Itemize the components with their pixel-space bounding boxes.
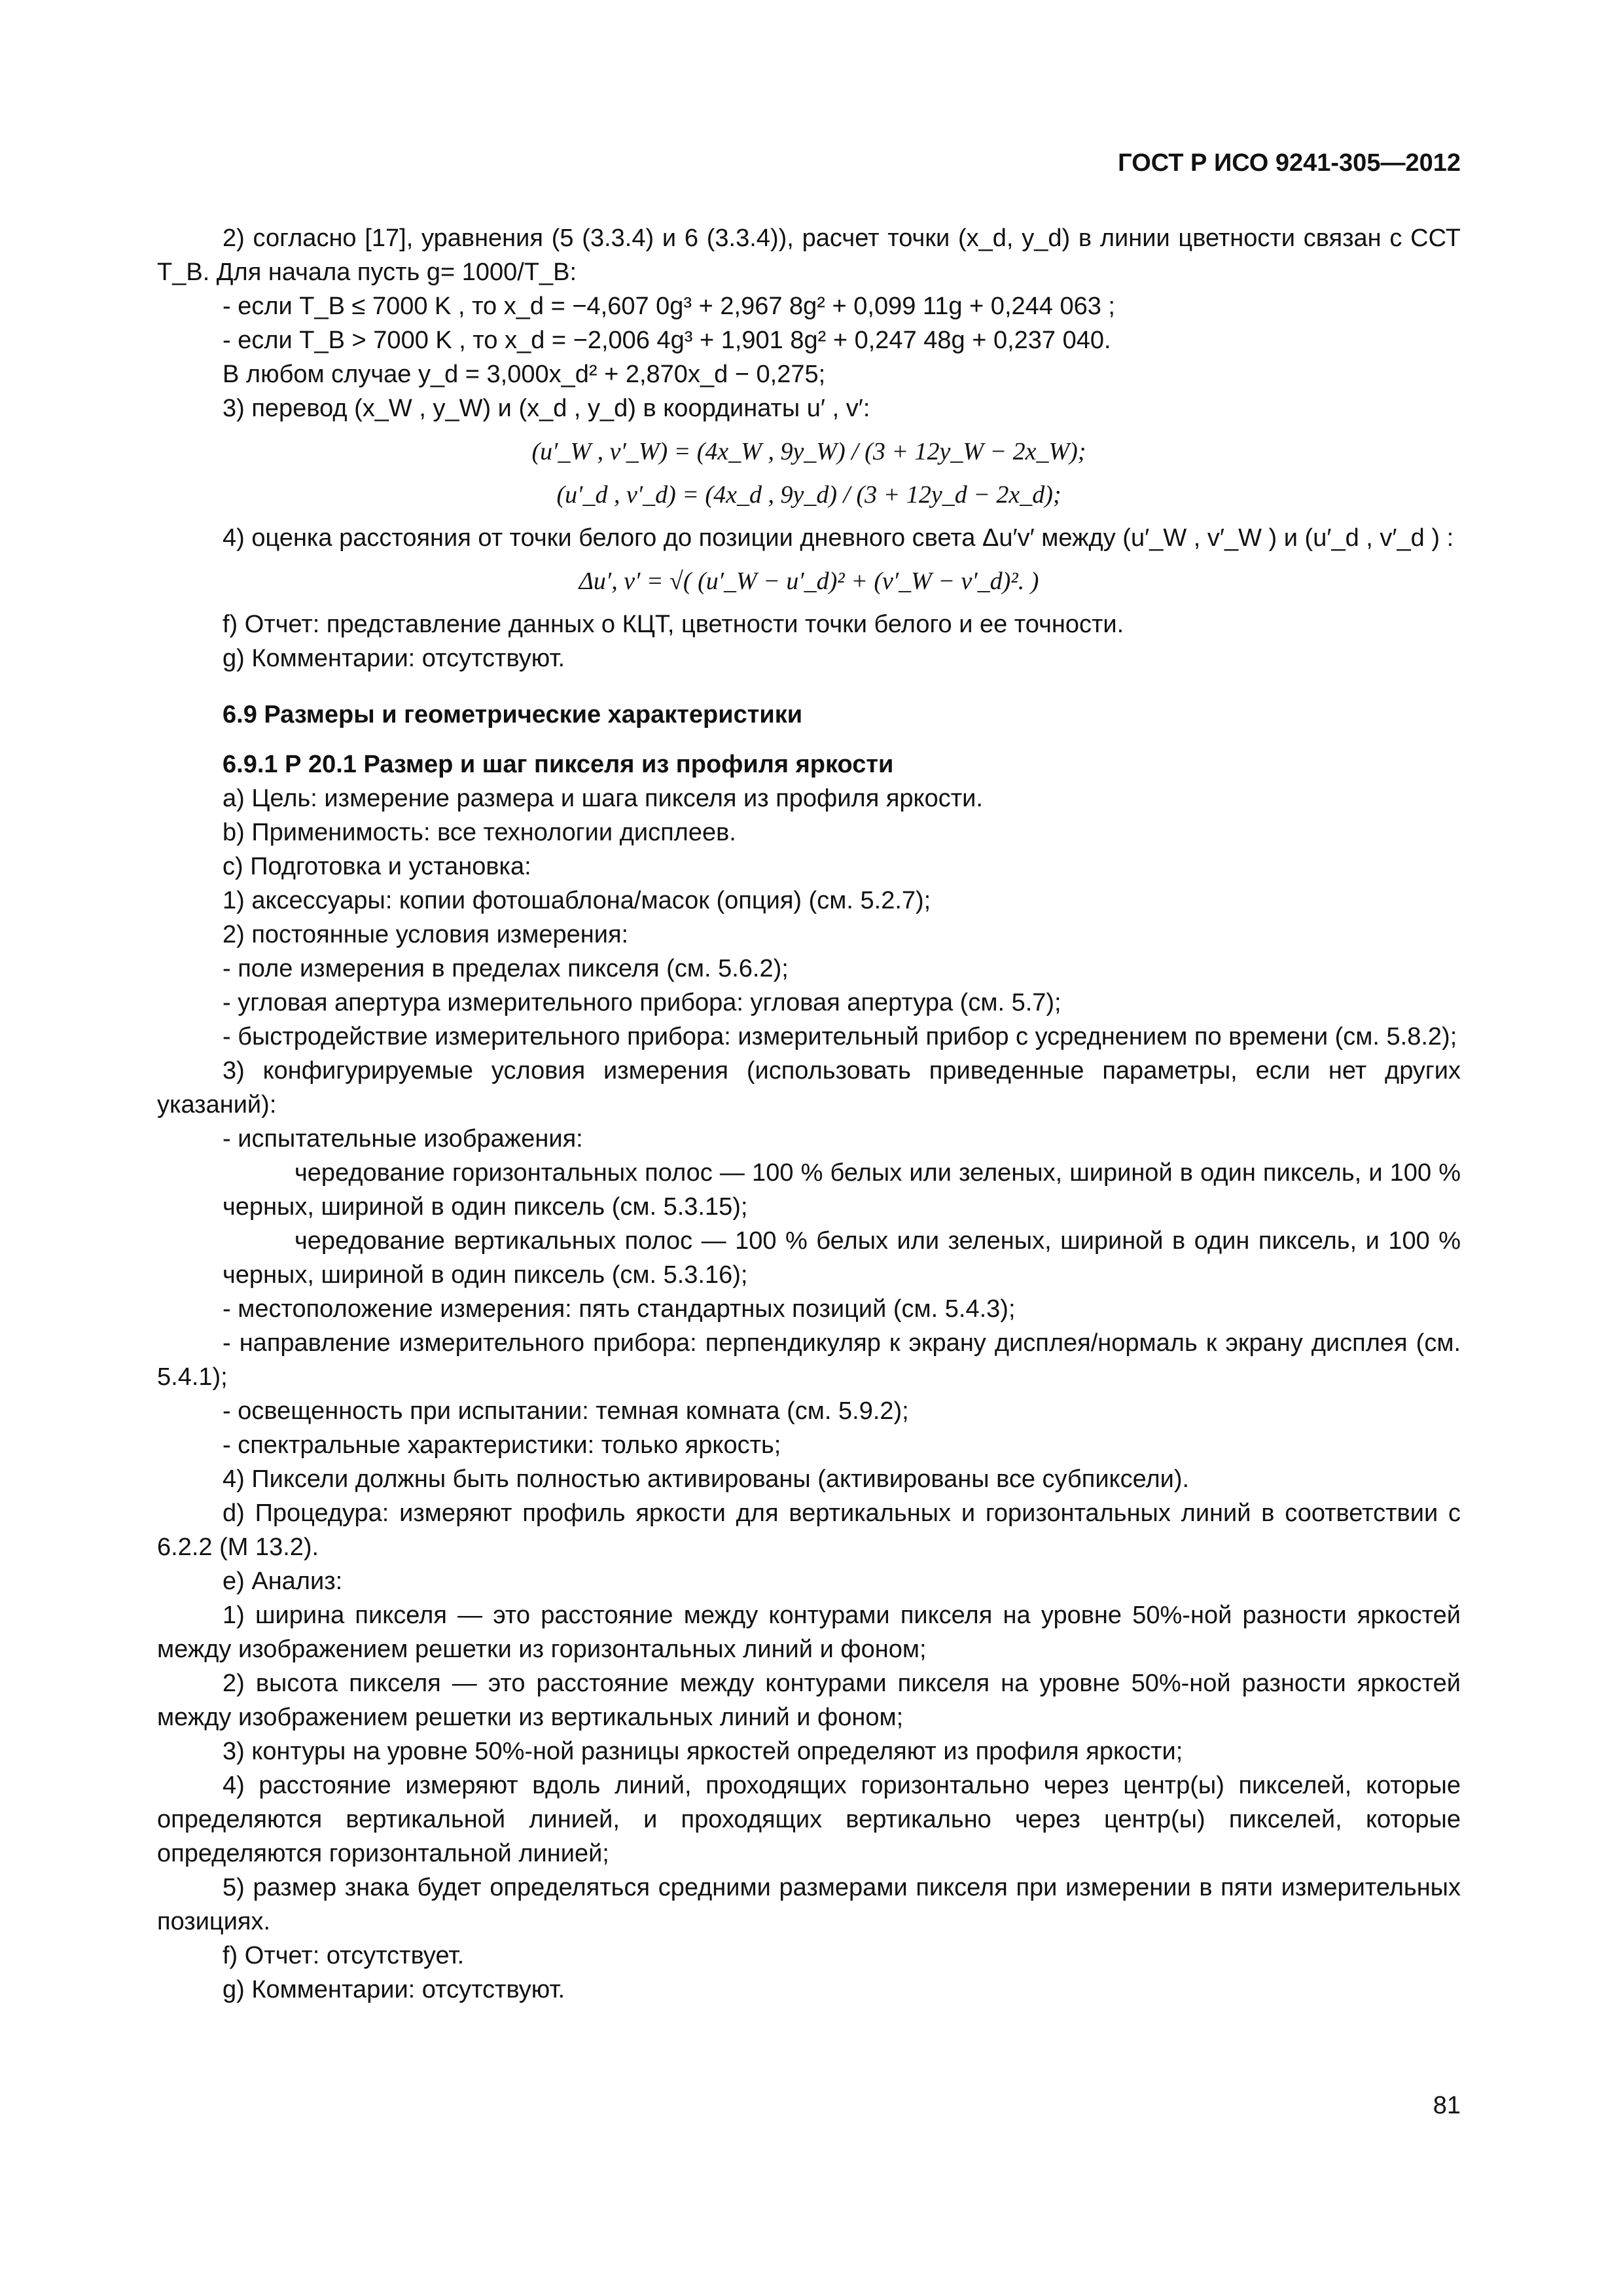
list-item: b) Применимость: все технологии дисплеев. (223, 819, 736, 846)
paragraph: 2) согласно [17], уравнения (5 (3.3.4) и 6 (3.3.4)), расчет точки (x_d, y_d) в линии цветности связан с ССТ T_B. Для начала пусть g= 1000/T_B: (157, 224, 1461, 286)
document-code-header: ГОСТ Р ИСО 9241-305—2012 (1118, 149, 1461, 177)
paragraph: - если T_B ≤ 7000 K , то x_d = −4,607 0g³ + 2,967 8g² + 0,099 11g + 0,244 063 ; (223, 293, 1115, 320)
page-number: 81 (1433, 2092, 1461, 2119)
list-item: - местоположение измерения: пять стандартных позиций (см. 5.4.3); (223, 1295, 1016, 1323)
list-item: a) Цель: измерение размера и шага пикселя из профиля яркости. (223, 785, 983, 812)
section-heading: 6.9 Размеры и геометрические характеристики (223, 701, 803, 728)
list-item: 5) размер знака будет определяться средними размерами пикселя при измерении в пяти измерительных позициях. (157, 1874, 1461, 1935)
paragraph: g) Комментарии: отсутствуют. (223, 645, 565, 672)
list-item: - угловая апертура измерительного прибора: угловая апертура (см. 5.7); (223, 989, 1061, 1016)
list-item: 4) Пиксели должны быть полностью активированы (активированы все субпиксели). (223, 1465, 1190, 1493)
formula-daylight-point: (u′_d , v′_d) = (4x_d , 9y_d) / (3 + 12y_d − 2x_d); (556, 481, 1061, 509)
paragraph: В любом случае y_d = 3,000x_d² + 2,870x_d − 0,275; (223, 361, 826, 388)
document-body (157, 221, 1461, 2007)
list-item: чередование вертикальных полос — 100 % белых или зеленых, шириной в один пиксель, и 100 % черных, шириной в один пиксель (см. 5.3.16); (223, 1227, 1461, 1289)
list-item: - направление измерительного прибора: перпендикуляр к экрану дисплея/нормаль к экрану дисплея (см. 5.4.1); (157, 1329, 1461, 1391)
paragraph: - если T_B > 7000 K , то x_d = −2,006 4g³ + 1,901 8g² + 0,247 48g + 0,237 040. (223, 327, 1111, 354)
list-item: 4) расстояние измеряют вдоль линий, проходящих горизонтально через центр(ы) пикселей, которые определяются вертикальной линией, и проходящих вертикально через центр(ы) пикселей, которые определяются горизонтальной линией; (157, 1772, 1461, 1867)
list-item: чередование горизонтальных полос — 100 % белых или зеленых, шириной в один пиксель, и 100 % черных, шириной в один пиксель (см. 5.3.15); (223, 1159, 1461, 1221)
list-item: d) Процедура: измеряют профиль яркости для вертикальных и горизонтальных линий в соответствии с 6.2.2 (М 13.2). (157, 1499, 1461, 1561)
list-item: 3) конфигурируемые условия измерения (использовать приведенные параметры, если нет других указаний): (157, 1057, 1461, 1119)
list-item: - поле измерения в пределах пикселя (см. 5.6.2); (223, 955, 789, 982)
formula-white-point: (u′_W , v′_W) = (4x_W , 9y_W) / (3 + 12y_W − 2x_W); (531, 438, 1086, 465)
list-item: f) Отчет: отсутствует. (223, 1942, 465, 1969)
list-item: 2) постоянные условия измерения: (223, 921, 629, 948)
list-item: 2) высота пикселя — это расстояние между контурами пикселя на уровне 50%-ной разности яркостей между изображением решетки из вертикальных линий и фоном; (157, 1670, 1461, 1731)
list-item: - спектральные характеристики: только яркость; (223, 1431, 781, 1459)
list-item: - быстродействие измерительного прибора: измерительный прибор с усреднением по времени (см. 5.8.2); (223, 1023, 1457, 1050)
paragraph: f) Отчет: представление данных о КЦТ, цветности точки белого и ее точности. (223, 611, 1124, 638)
list-item: 1) аксессуары: копии фотошаблона/масок (опция) (см. 5.2.7); (223, 887, 931, 914)
list-item: e) Анализ: (223, 1568, 343, 1595)
subsection-heading: 6.9.1 Р 20.1 Размер и шаг пикселя из профиля яркости (223, 751, 894, 778)
paragraph: 3) перевод (x_W , y_W) и (x_d , y_d) в координаты u′ , v′: (223, 395, 870, 422)
list-item: - испытательные изображения: (223, 1125, 583, 1153)
formula-distance: Δu′, v′ = √( (u′_W − u′_d)² + (v′_W − v′_d)². ) (579, 567, 1039, 595)
list-item: g) Комментарии: отсутствуют. (223, 1976, 565, 2003)
list-item: - освещенность при испытании: темная комната (см. 5.9.2); (223, 1397, 909, 1425)
paragraph: 4) оценка расстояния от точки белого до позиции дневного света Δu′v′ между (u′_W , v′_W ) и (u′_d , v′_d ) : (223, 524, 1454, 552)
list-item: 1) ширина пикселя — это расстояние между контурами пикселя на уровне 50%-ной разности яркостей между изображением решетки из горизонтальных линий и фоном; (157, 1602, 1461, 1663)
list-item: c) Подготовка и установка: (223, 853, 531, 880)
list-item: 3) контуры на уровне 50%-ной разницы яркостей определяют из профиля яркости; (223, 1738, 1183, 1765)
